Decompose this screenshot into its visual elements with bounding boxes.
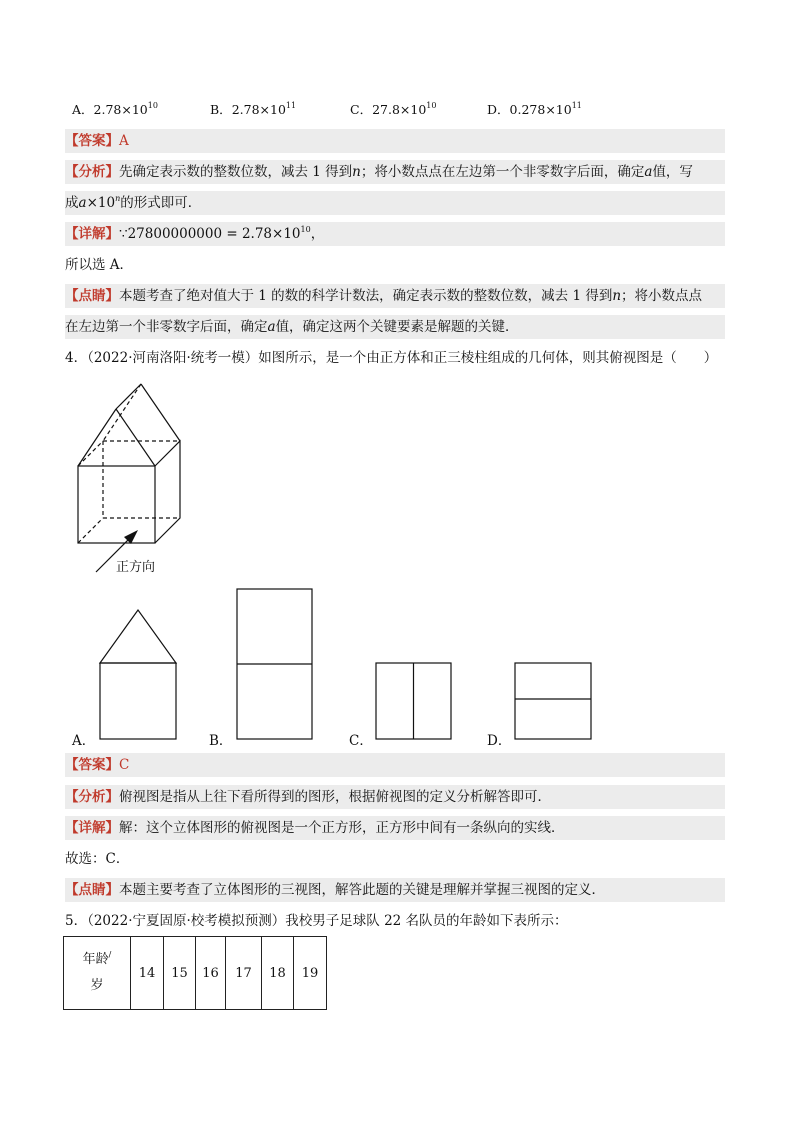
table-row <box>64 937 327 1010</box>
analysis-text: 成 <box>65 195 79 211</box>
option-d-figure <box>515 663 591 739</box>
comment-text: 值，确定这两个关键要素是解题的关键． <box>275 319 519 335</box>
q4-detail <box>65 816 725 840</box>
analysis-text: 俯视图是指从上往下看所得到的图形，根据俯视图的定义分析解答即可． <box>119 789 551 805</box>
detail-text: 解：这个立体图形的俯视图是一个正方形，正方形中间有一条纵向的实线． <box>119 820 565 836</box>
q4-stem: 4．（2022·河南洛阳·统考一模）如图所示，是一个由正方体和正三棱柱组成的几何体，则其俯视图是（ ） <box>65 350 718 366</box>
option-exponent: 11 <box>571 101 582 110</box>
header-unit: 岁 <box>90 978 104 993</box>
option-d-label: D． <box>487 733 512 749</box>
option-letter: A． <box>72 102 94 117</box>
q4-conclusion: 故选：C． <box>65 851 130 867</box>
analysis-text: 先确定表示数的整数位数，减去 1 得到 <box>119 164 353 180</box>
analysis-tag: 【分析】 <box>65 789 119 805</box>
comment-text: 本题考查了绝对值大于 1 的数的科学计数法，确定表示数的整数位数，减去 1 得到 <box>119 288 613 304</box>
age-cell: 19 <box>294 937 327 1010</box>
age-cell: 14 <box>131 937 164 1010</box>
comment-text: 在左边第一个非零数字后面，确定 <box>65 319 268 335</box>
analysis-text: 值，写 <box>652 164 693 180</box>
analysis-text: ；将小数点点在左边第一个非零数字后面，确定 <box>360 164 645 180</box>
expression-a-times-10-n: a <box>78 195 87 211</box>
header-label: 年龄 <box>82 952 109 967</box>
option-b-label: B． <box>209 733 233 749</box>
roof-ridge <box>116 384 141 409</box>
q4-comment <box>65 878 725 902</box>
q5-stem: 5．（2022·宁夏固原·校考模拟预测）我校男子足球队 22 名队员的年龄如下表所示： <box>65 913 568 929</box>
variable-n: n <box>352 164 361 180</box>
option-b <box>210 100 296 118</box>
q4-answer <box>65 753 725 777</box>
option-letter: B． <box>210 102 232 117</box>
option-value: 2.78×10 <box>93 102 148 117</box>
direction-label: 正方向 <box>116 560 156 575</box>
q3-analysis-line1 <box>65 160 725 184</box>
option-a-figure <box>100 610 176 739</box>
option-exponent: 10 <box>147 101 158 110</box>
option-value: 0.278×10 <box>509 102 572 117</box>
detail-text: ， <box>310 226 325 242</box>
analysis-tag: 【分析】 <box>65 164 119 180</box>
roof-edge <box>141 384 180 441</box>
option-a-label: A． <box>72 733 96 749</box>
times-ten: ×10 <box>86 195 116 211</box>
cube-right-face <box>155 441 180 543</box>
variable-a: a <box>267 319 276 335</box>
comment-tag: 【点睛】 <box>65 882 119 898</box>
option-letter: D． <box>487 102 510 117</box>
roof-edge <box>116 409 155 466</box>
answer-value: C <box>119 757 130 773</box>
detail-text: ∵27800000000 = 2.78×10 <box>119 226 301 242</box>
answer-tag: 【答案】 <box>65 133 119 149</box>
table-header-cell <box>64 937 131 1010</box>
q3-conclusion: 所以选 A． <box>65 257 134 273</box>
age-cell: 17 <box>226 937 262 1010</box>
answer-value: A <box>119 133 129 149</box>
option-exponent: 10 <box>426 101 437 110</box>
answer-tag: 【答案】 <box>65 757 119 773</box>
q3-comment-line1 <box>65 284 725 308</box>
option-exponent: 11 <box>285 101 297 110</box>
comment-text: ；将小数点点 <box>621 288 703 304</box>
age-cell: 15 <box>164 937 196 1010</box>
option-value: 27.8×10 <box>372 102 427 117</box>
age-cell: 16 <box>196 937 226 1010</box>
option-c-figure <box>376 663 451 739</box>
detail-tag: 【详解】 <box>65 226 119 242</box>
option-figures <box>95 585 605 745</box>
option-value: 2.78×10 <box>231 102 286 117</box>
q3-comment-line2 <box>65 315 725 339</box>
option-letter: C． <box>350 102 373 117</box>
analysis-text: 的形式即可． <box>120 195 202 211</box>
detail-exponent: 10 <box>300 225 311 234</box>
option-c-label: C． <box>349 733 373 749</box>
q3-analysis-line2 <box>65 191 725 215</box>
variable-n: n <box>612 288 622 304</box>
header-slash: / <box>108 950 112 959</box>
option-d <box>487 100 582 118</box>
option-b-figure <box>237 589 312 739</box>
detail-tag: 【详解】 <box>65 820 119 836</box>
q3-detail <box>65 222 725 246</box>
solid-figure <box>60 375 200 580</box>
q3-answer <box>65 129 725 153</box>
age-cell: 18 <box>262 937 294 1010</box>
roof-hidden-edge <box>103 384 141 441</box>
comment-tag: 【点睛】 <box>65 288 119 304</box>
roof-edge <box>78 409 116 466</box>
variable-a: a <box>644 164 653 180</box>
comment-text: 本题主要考查了立体图形的三视图，解答此题的关键是理解并掌握三视图的定义． <box>119 882 605 898</box>
exponent-n: n <box>115 194 121 203</box>
option-c <box>350 100 436 118</box>
q4-analysis <box>65 785 725 809</box>
age-table <box>63 936 327 1010</box>
option-a <box>72 100 158 118</box>
